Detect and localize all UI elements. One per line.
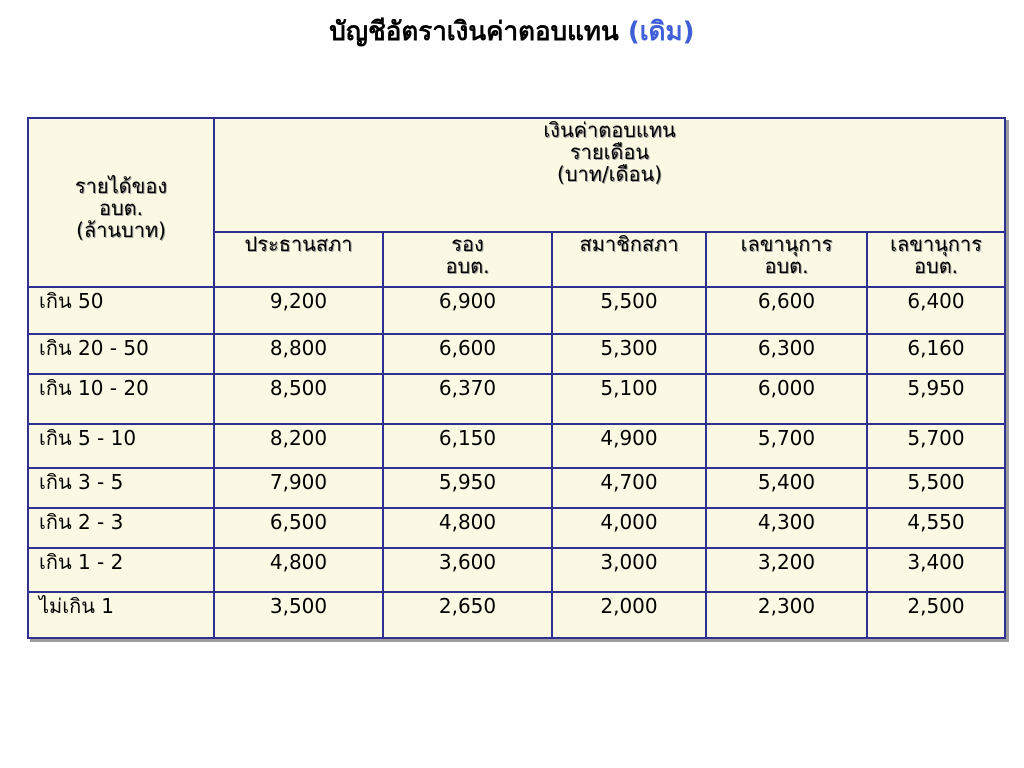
header-col-secretary-2 xyxy=(867,232,1005,287)
header-col-line: เลขานุการ xyxy=(740,232,833,256)
header-compensation-line: รายเดือน xyxy=(569,140,650,164)
header-col-vice-chair xyxy=(383,232,552,287)
row-label: เกิน 5 - 10 xyxy=(28,424,214,468)
table-row xyxy=(28,287,1005,334)
row-label: เกิน 3 - 5 xyxy=(28,468,214,508)
table-row xyxy=(28,592,1005,638)
row-label: เกิน 1 - 2 xyxy=(28,548,214,592)
header-revenue-line: รายได้ของ xyxy=(74,173,168,198)
table-cell: 4,300 xyxy=(706,508,867,548)
table-cell: 4,000 xyxy=(552,508,706,548)
table-row xyxy=(28,548,1005,592)
header-compensation-line: (บาท/เดือน) xyxy=(557,162,662,186)
row-label: เกิน 10 - 20 xyxy=(28,374,214,424)
table-cell: 4,700 xyxy=(552,468,706,508)
table-cell: 6,370 xyxy=(383,374,552,424)
header-compensation xyxy=(214,118,1005,232)
table-cell: 3,200 xyxy=(706,548,867,592)
table-cell: 8,800 xyxy=(214,334,383,374)
header-col-line: เลขานุการ xyxy=(890,232,982,256)
compensation-table xyxy=(27,117,1006,639)
table-cell: 3,500 xyxy=(214,592,383,638)
table-cell: 8,200 xyxy=(214,424,383,468)
table-cell: 5,950 xyxy=(867,374,1005,424)
header-col-line: ประธานสภา xyxy=(244,232,353,256)
table-cell: 2,000 xyxy=(552,592,706,638)
table-cell: 5,300 xyxy=(552,334,706,374)
table-cell: 4,800 xyxy=(214,548,383,592)
header-col-line: สมาชิกสภา xyxy=(579,232,679,256)
header-revenue-line: (ล้านบาท) xyxy=(76,217,166,242)
row-label: ไม่เกิน 1 xyxy=(28,592,214,638)
table-row xyxy=(28,334,1005,374)
table-cell: 5,500 xyxy=(552,287,706,334)
table-cell: 6,900 xyxy=(383,287,552,334)
table-cell: 3,400 xyxy=(867,548,1005,592)
row-label: เกิน 20 - 50 xyxy=(28,334,214,374)
table-cell: 6,160 xyxy=(867,334,1005,374)
header-col-secretary-1 xyxy=(706,232,867,287)
table-cell: 4,550 xyxy=(867,508,1005,548)
header-compensation-line: เงินค่าตอบแทน xyxy=(543,118,676,142)
table-cell: 3,000 xyxy=(552,548,706,592)
table-cell: 9,200 xyxy=(214,287,383,334)
table-cell: 4,800 xyxy=(383,508,552,548)
table-cell: 4,900 xyxy=(552,424,706,468)
header-col-council-chair xyxy=(214,232,383,287)
table-cell: 6,000 xyxy=(706,374,867,424)
table-cell: 7,900 xyxy=(214,468,383,508)
table-cell: 6,500 xyxy=(214,508,383,548)
table-cell: 6,300 xyxy=(706,334,867,374)
table-cell: 6,600 xyxy=(383,334,552,374)
table-cell: 6,600 xyxy=(706,287,867,334)
header-revenue xyxy=(28,118,214,287)
table-cell: 3,600 xyxy=(383,548,552,592)
header-col-line: อบต. xyxy=(764,254,809,278)
table-cell: 5,700 xyxy=(706,424,867,468)
table-cell: 6,150 xyxy=(383,424,552,468)
table-row xyxy=(28,424,1005,468)
header-col-line: อบต. xyxy=(913,254,959,278)
table-cell: 5,400 xyxy=(706,468,867,508)
table-cell: 5,950 xyxy=(383,468,552,508)
page-title xyxy=(0,12,1024,52)
table-cell: 6,400 xyxy=(867,287,1005,334)
table-row xyxy=(28,468,1005,508)
header-col-line: รอง xyxy=(451,232,484,256)
header-row-group xyxy=(28,118,1005,232)
table-cell: 2,300 xyxy=(706,592,867,638)
table-cell: 8,500 xyxy=(214,374,383,424)
table-row xyxy=(28,374,1005,424)
table-cell: 5,500 xyxy=(867,468,1005,508)
title-accent: (เดิม) xyxy=(627,17,695,47)
header-col-line: อบต. xyxy=(445,254,490,278)
table-row xyxy=(28,508,1005,548)
row-label: เกิน 50 xyxy=(28,287,214,334)
table-cell: 5,100 xyxy=(552,374,706,424)
row-label: เกิน 2 - 3 xyxy=(28,508,214,548)
header-revenue-line: อบต. xyxy=(98,195,144,220)
title-main: บัญชีอัตราเงินค่าตอบแทน xyxy=(329,17,619,47)
table-cell: 2,500 xyxy=(867,592,1005,638)
table-cell: 5,700 xyxy=(867,424,1005,468)
header-col-council-member xyxy=(552,232,706,287)
table-cell: 2,650 xyxy=(383,592,552,638)
